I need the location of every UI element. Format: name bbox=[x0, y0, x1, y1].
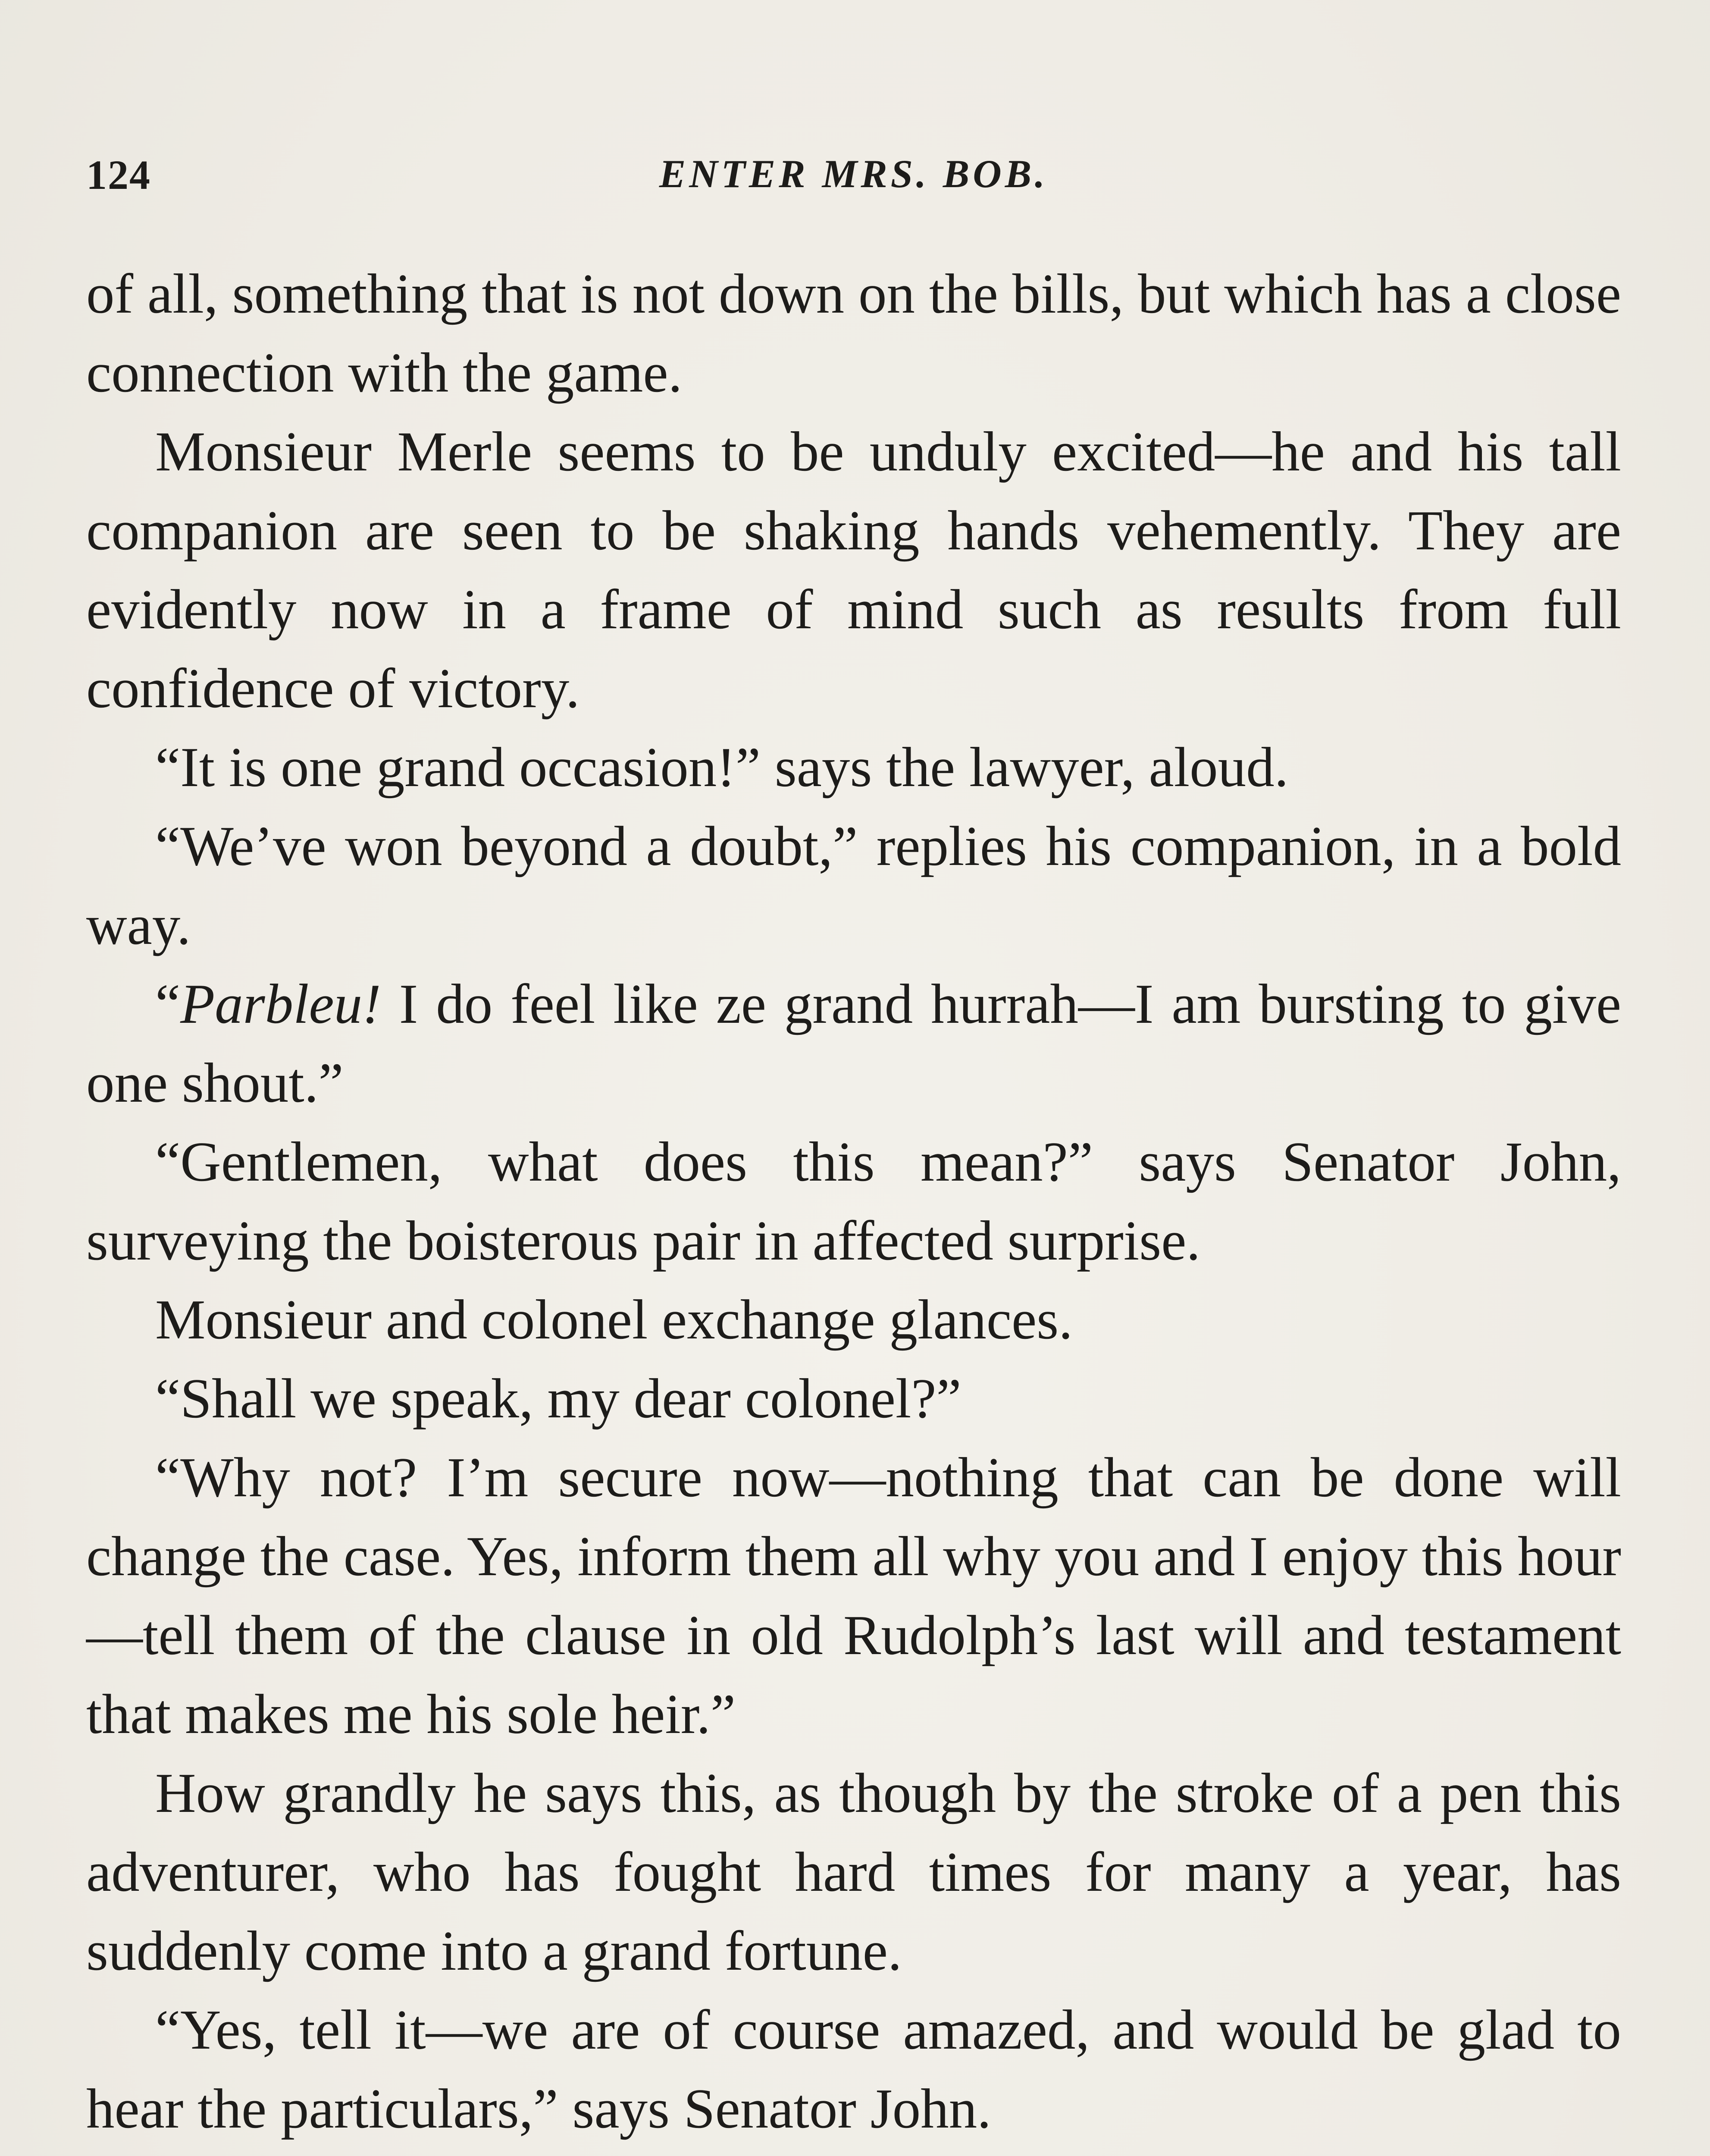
chapter-title: ENTER MRS. BOB. bbox=[659, 152, 1049, 196]
paragraph-10: How grandly he says this, as though by the stroke of a pen this adventurer, who has fought hard times for many a year, has suddenly come into a grand fortune. bbox=[86, 1762, 1621, 1982]
paragraph-6: “Gentlemen, what does this mean?” says Senator John, surveying the boisterous pair in affected surprise. bbox=[86, 1131, 1621, 1272]
paragraph-12 bbox=[86, 2148, 1621, 2156]
paragraph-5: “Parbleu! I do feel like ze grand hurrah—I am bursting to give one shout.” bbox=[86, 973, 1621, 1114]
italic-exclamation: Parbleu! bbox=[180, 973, 381, 1035]
paragraph-4: “We’ve won beyond a doubt,” replies his companion, in a bold way. bbox=[86, 815, 1621, 956]
paragraph-11: “Yes, tell it—we are of course amazed, and would be glad to hear the particulars,” says Senator John. bbox=[86, 1999, 1621, 2140]
paragraph-7: Monsieur and colonel exchange glances. bbox=[155, 1288, 1073, 1351]
paragraph-3: “It is one grand occasion!” says the lawyer, aloud. bbox=[155, 736, 1289, 799]
running-head bbox=[86, 151, 1621, 207]
paragraph-9: “Why not? I’m secure now—nothing that can be done will change the case. Yes, inform them all why you and I enjoy this hour—tell them of the clause in old Rudolph’s last will and testament that makes me his sole heir.” bbox=[86, 1446, 1621, 1745]
body-text bbox=[86, 254, 1621, 2156]
paragraph-1: of all, something that is not down on the bills, but which has a close connection with the game. bbox=[86, 263, 1621, 404]
paragraph-2: Monsieur Merle seems to be unduly excited—he and his tall companion are seen to be shaking hands vehemently. They are evidently now in a frame of mind such as results from full confidence of victory. bbox=[86, 420, 1621, 720]
page-number: 124 bbox=[86, 152, 151, 198]
paragraph-8: “Shall we speak, my dear colonel?” bbox=[155, 1367, 961, 1430]
